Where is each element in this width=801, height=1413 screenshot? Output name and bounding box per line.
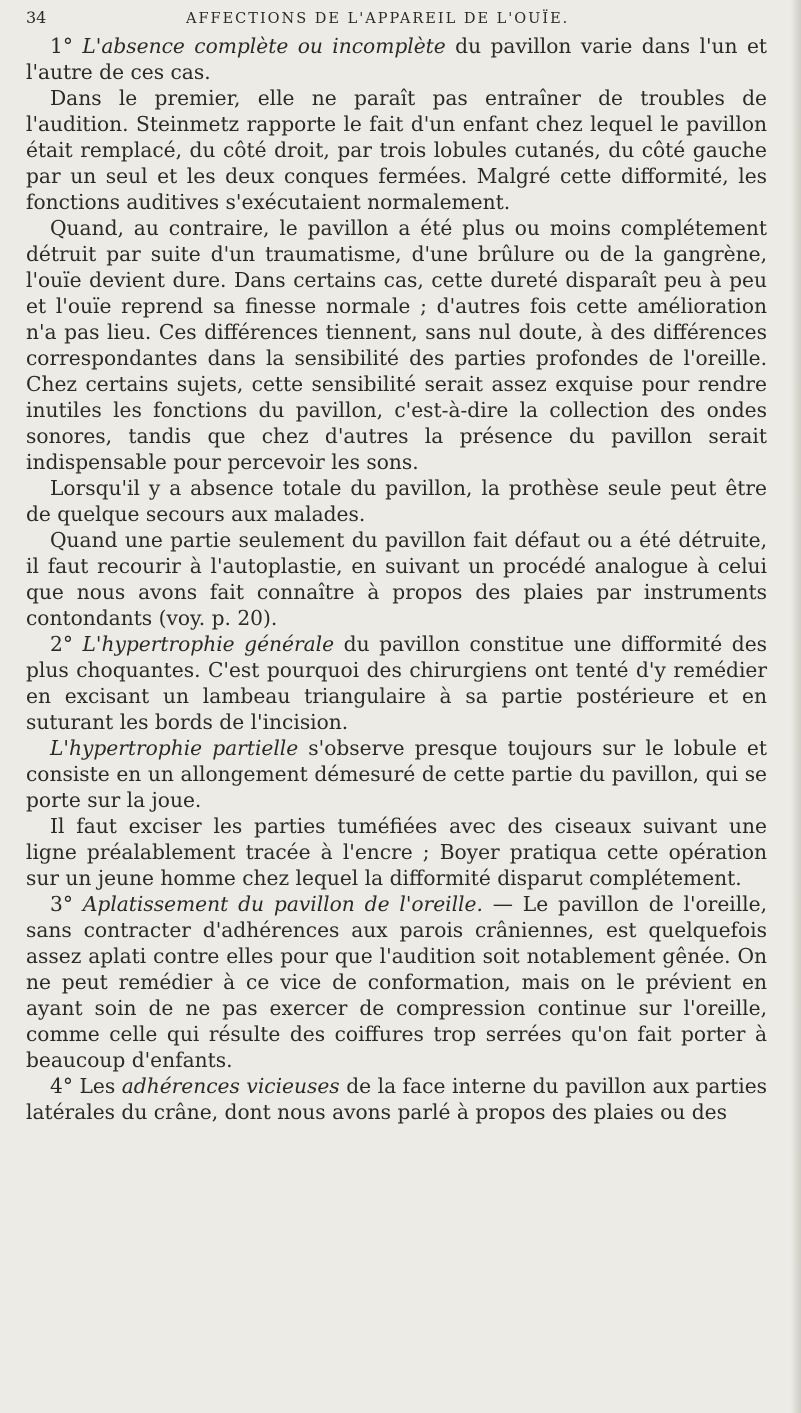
page-body <box>26 33 767 1125</box>
paragraph: 3° Aplatissement du pavillon de l'oreille. — Le pavillon de l'oreille, sans contracter d'adhérences aux parois crâniennes, est quelquefois assez aplati contre elles pour que l'audition soit notablement gênée. On ne peut remédier à ce vice de conformation, mais on le prévient en ayant soin de ne pas exercer de compression continue sur l'oreille, comme celle qui résulte des coiffures trop serrées qu'on fait porter à beaucoup d'enfants. <box>26 892 768 1072</box>
paragraph: Dans le premier, elle ne paraît pas entraîner de troubles de l'audition. Steinmetz rapporte le fait d'un enfant chez lequel le pavillon était remplacé, du côté droit, par trois lobules cutanés, du côté gauche par un seul et les deux conques fermées. Malgré cette difformité, les fonctions auditives s'exécutaient normalement. <box>26 86 767 214</box>
paragraph: 1° L'absence complète ou incomplète du pavillon varie dans l'un et l'autre de ces cas. <box>26 34 767 84</box>
page-number: 34 <box>26 8 47 27</box>
paragraph: 4° Les adhérences vicieuses de la face interne du pavillon aux parties latérales du crâne, dont nous avons parlé à propos des plaies ou des <box>26 1074 767 1124</box>
paragraph: 2° L'hypertrophie générale du pavillon constitue une difformité des plus choquantes. C'est pourquoi des chirurgiens ont tenté d'y remédier en excisant un lambeau triangulaire à sa partie postérieure et en suturant les bords de l'incision. <box>26 632 768 734</box>
paragraph: Quand une partie seulement du pavillon fait défaut ou a été détruite, il faut recourir à l'autoplastie, en suivant un procédé analogue à celui que nous avons fait connaître à propos des plaies par instruments contondants (voy. p. 20). <box>26 528 767 630</box>
page-edge-shadow <box>791 0 801 1413</box>
paragraph: L'hypertrophie partielle s'observe presque toujours sur le lobule et consiste en un allongement démesuré de cette partie du pavillon, qui se porte sur la joue. <box>26 736 767 812</box>
running-title: AFFECTIONS DE L'APPAREIL DE L'OUÏE. <box>186 11 570 27</box>
running-header <box>26 8 767 27</box>
paragraph: Il faut exciser les parties tuméfiées avec des ciseaux suivant une ligne préalablement tracée à l'encre ; Boyer pratiqua cette opération sur un jeune homme chez lequel la difformité disparut complétement. <box>26 814 767 890</box>
paragraph: Quand, au contraire, le pavillon a été plus ou moins complétement détruit par suite d'un traumatisme, d'une brûlure ou de la gangrène, l'ouïe devient dure. Dans certains cas, cette dureté disparaît peu à peu et l'ouïe reprend sa finesse normale ; d'autres fois cette amélioration n'a pas lieu. Ces différences tiennent, sans nul doute, à des différences correspondantes dans la sensibilité des parties profondes de l'oreille. Chez certains sujets, cette sensibilité serait assez exquise pour rendre inutiles les fonctions du pavillon, c'est-à-dire la collection des ondes sonores, tandis que chez d'autres la présence du pavillon serait indispensable pour percevoir les sons. <box>26 216 767 474</box>
paragraph: Lorsqu'il y a absence totale du pavillon, la prothèse seule peut être de quelque secours aux malades. <box>26 476 767 526</box>
